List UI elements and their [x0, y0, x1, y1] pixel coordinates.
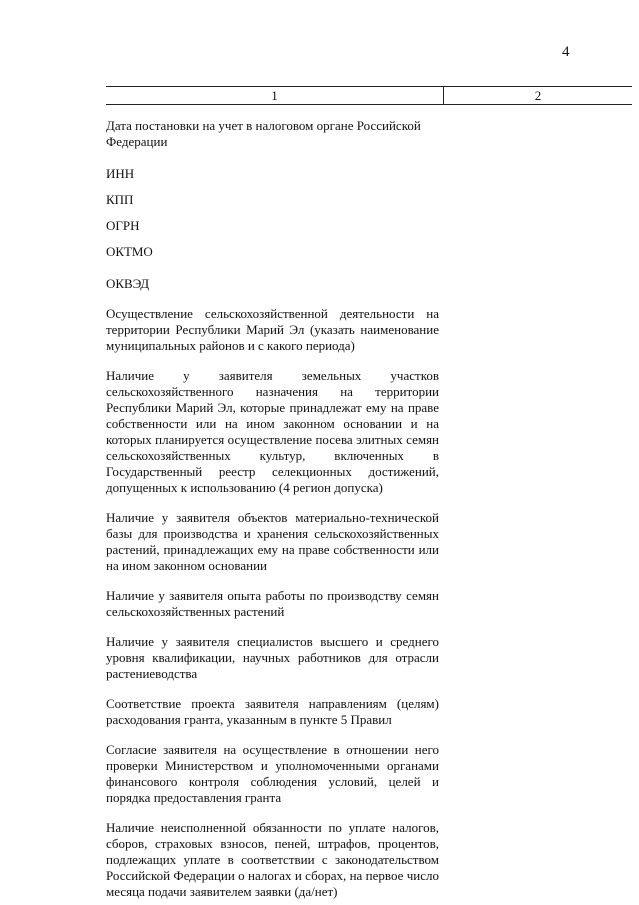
page-number: 4 [562, 44, 570, 60]
inn-item: ИНН [106, 166, 135, 181]
criteria-list [106, 118, 439, 900]
kpp-item: КПП [106, 192, 134, 207]
specialists-item: Наличие у заявителя специалистов высшего и среднего уровня квалификации, научных работников для отрасли растениеводства [106, 634, 439, 681]
agricultural-activity-item: Осуществление сельскохозяйственной деятельности на территории Республики Марий Эл (указать наименование муниципальных районов и с какого периода) [106, 306, 439, 353]
registration-date-item: Дата постановки на учет в налоговом органе Российской Федерации [106, 118, 421, 149]
tax-obligations-item: Наличие неисполненной обязанности по уплате налогов, сборов, страховых взносов, пеней, штрафов, процентов, подлежащих уплате в соответствии с законодательством Российской Федерации о налогах и сборах, на первое число месяца подачи заявителем заявки (да/нет) [106, 820, 439, 899]
project-compliance-item: Соответствие проекта заявителя направлениям (целям) расходования гранта, указанным в пункте 5 Правил [106, 696, 439, 727]
table-header-row [106, 86, 632, 105]
table-column-1-header: 1 [106, 87, 444, 104]
seed-experience-item: Наличие у заявителя опыта работы по производству семян сельскохозяйственных растений [106, 588, 439, 619]
audit-consent-item: Согласие заявителя на осуществление в отношении него проверки Министерством и уполномоченными органами финансового контроля соблюдения условий, целей и порядка предоставления гранта [106, 742, 439, 805]
land-plots-item: Наличие у заявителя земельных участков сельскохозяйственного назначения на территории Республики Марий Эл, которые принадлежат ему на праве собственности или на ином законном основании и на которых планируется осуществление посева элитных семян сельскохозяйственных культур, включенных в Государственный реестр селекционных достижений, допущенных к использованию (4 регион допуска) [106, 368, 439, 495]
ogrn-item: ОГРН [106, 218, 140, 233]
material-base-item: Наличие у заявителя объектов материально-технической базы для производства и хранения сельскохозяйственных растений, принадлежащих ему на праве собственности или на ином законном основании [106, 510, 439, 573]
okved-item: ОКВЭД [106, 276, 150, 291]
table-column-2-header: 2 [534, 88, 542, 103]
oktmo-item: ОКТМО [106, 244, 153, 259]
